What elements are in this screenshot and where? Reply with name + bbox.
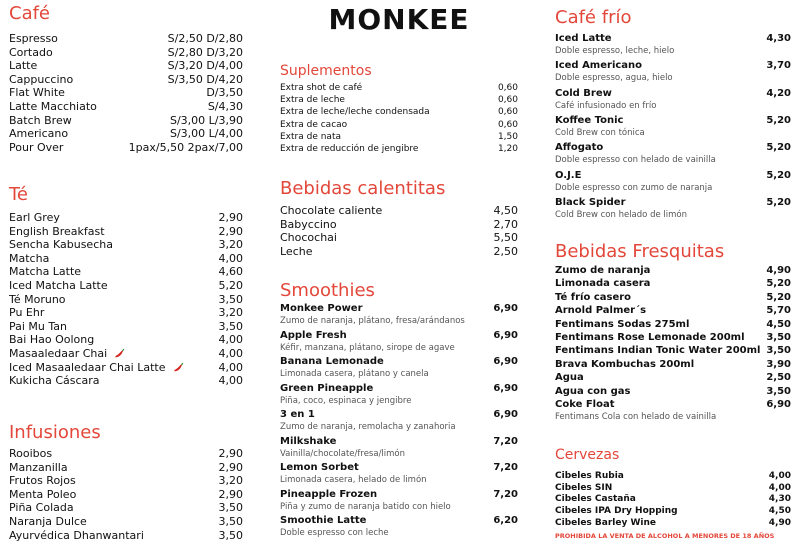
menu-item-name: 3 en 1 [280, 409, 315, 420]
menu-item-price: 5,20 [218, 279, 243, 292]
menu-item-price: 4,00 [218, 333, 243, 347]
menu-item [9, 474, 243, 487]
section-title-cervezas: Cervezas [555, 447, 620, 463]
menu-item [9, 293, 243, 306]
menu-item-price: 2,90 [218, 460, 243, 474]
menu-item-name: Koffee Tonic [555, 114, 624, 126]
menu-item-price: S/3,00 L/4,00 [169, 127, 243, 141]
menu-item [280, 231, 518, 244]
menu-item [280, 132, 518, 143]
menu-item [555, 265, 791, 277]
menu-item [280, 330, 518, 342]
section-title-fresquitas: Bebidas Fresquitas [555, 241, 725, 262]
menu-item-name: Fentimans Sodas 275ml [555, 318, 690, 330]
menu-item-name: Flat White [9, 86, 65, 100]
brand-logo: MONKEE [328, 3, 470, 36]
menu-item [280, 436, 518, 448]
menu-item-name: Bai Hao Oolong [9, 333, 95, 347]
menu-item-price: 4,30 [768, 494, 791, 505]
menu-item-price: 3,20 [218, 238, 243, 252]
menu-item-name: Cibeles IPA Dry Hopping [555, 506, 678, 517]
menu-item-price: S/2,50 D/2,80 [167, 32, 243, 45]
menu-item-price: 3,50 [218, 501, 243, 515]
menu-item [555, 197, 791, 209]
menu-item-price: D/3,50 [206, 86, 243, 100]
menu-item-name: Americano [9, 127, 69, 141]
menu-item [280, 383, 518, 395]
menu-item-price: 1,50 [497, 131, 518, 142]
menu-item-name: Iced Americano [555, 60, 643, 72]
section-title-suplementos: Suplementos [280, 63, 372, 79]
menu-item-price: S/4,30 [207, 100, 243, 113]
menu-item-price: 3,50 [218, 515, 243, 528]
menu-item-description: Limonada casera, helado de limón [280, 475, 427, 485]
menu-item-name: Apple Fresh [280, 329, 347, 341]
menu-item-name: Extra shot de café [280, 83, 363, 93]
menu-item-price: 0,60 [497, 107, 518, 118]
menu-item-name: Matcha Latte [9, 265, 82, 279]
menu-item-price: 4,00 [218, 347, 243, 360]
menu-item [9, 46, 243, 59]
menu-item [280, 95, 518, 106]
menu-item-price: 4,00 [218, 251, 243, 265]
menu-item-name: Fentimans Indian Tonic Water 200ml [555, 345, 761, 357]
menu-item [280, 515, 518, 527]
menu-item [555, 292, 791, 304]
menu-item-price: 6,90 [493, 329, 518, 341]
menu-item [9, 252, 243, 265]
menu-item [9, 461, 243, 474]
menu-item-name: Earl Grey [9, 211, 60, 224]
menu-item-price: S/3,20 D/4,00 [167, 59, 243, 73]
menu-item [555, 278, 791, 290]
menu-item [555, 471, 791, 482]
menu-item-name: Chocolate caliente [280, 204, 383, 217]
menu-item-name: Iced Masaaledaar Chai Latte [9, 361, 184, 374]
chili-pepper-icon [113, 348, 125, 360]
menu-item-name: Pour Over [9, 140, 64, 154]
menu-item-name: Zumo de naranja [555, 265, 651, 276]
menu-item [555, 386, 791, 398]
menu-item-name: Pu Ehr [9, 306, 45, 320]
menu-item-price: 3,50 [218, 319, 243, 333]
menu-item [9, 265, 243, 278]
menu-item-name: Cibeles Rubia [555, 471, 624, 481]
menu-item-name: Iced Matcha Latte [9, 279, 108, 292]
section-title-infusiones: Infusiones [9, 422, 101, 443]
menu-item [280, 303, 518, 315]
menu-item-name: Extra de reducción de jengibre [280, 144, 419, 154]
menu-item-price: 4,00 [768, 482, 791, 493]
menu-item-name: Extra de nata [280, 131, 341, 142]
menu-item-price: 4,00 [768, 471, 791, 481]
menu-item-price: S/2,80 D/3,20 [167, 45, 243, 59]
menu-item [9, 225, 243, 238]
menu-item [9, 238, 243, 251]
menu-item-name: Extra de leche/leche condensada [280, 107, 430, 118]
menu-item-name: Rooibos [9, 447, 53, 460]
menu-item-name: Monkee Power [280, 303, 363, 314]
menu-item-price: 5,20 [766, 291, 791, 303]
menu-item-name: English Breakfast [9, 224, 105, 238]
menu-item [280, 489, 518, 501]
menu-item-description: Doble espresso, agua, hielo [555, 73, 673, 84]
menu-item-description: Kéfir, manzana, plátano, sirope de agave [280, 342, 455, 353]
menu-item-description: Cold Brew con helado de limón [555, 209, 687, 220]
menu-item [9, 32, 243, 45]
menu-item-price: 0,60 [497, 83, 518, 93]
menu-item-name: Babyccino [280, 217, 337, 231]
menu-item-name: Chocochai [280, 231, 337, 245]
menu-item-price: S/3,00 L/3,90 [169, 113, 243, 127]
menu-item [555, 319, 791, 331]
menu-item-price: 5,20 [766, 169, 791, 181]
menu-item-price: 1,20 [497, 144, 518, 154]
menu-item-price: 4,50 [493, 204, 518, 217]
menu-item [9, 59, 243, 72]
menu-item-price: 6,20 [493, 515, 518, 526]
menu-item [280, 462, 518, 474]
menu-item-description: Limonada casera, plátano y canela [280, 369, 429, 379]
menu-item-name: Té Moruno [9, 292, 66, 306]
menu-item-name: Batch Brew [9, 113, 72, 127]
menu-item-price: 4,50 [766, 318, 791, 330]
menu-item-price: 2,90 [218, 211, 243, 224]
menu-item [9, 515, 243, 528]
menu-item-price: 4,30 [766, 33, 791, 44]
section-title-smoothies: Smoothies [280, 280, 375, 301]
menu-item-price: 2,50 [766, 372, 791, 384]
menu-item [555, 399, 791, 411]
menu-item-price: 4,20 [766, 87, 791, 99]
menu-item-name: Piña Colada [9, 501, 74, 515]
menu-item-price: 2,90 [218, 487, 243, 501]
menu-item [555, 170, 791, 182]
menu-item [555, 506, 791, 517]
menu-item [9, 306, 243, 319]
menu-item-price: S/3,50 D/4,20 [167, 72, 243, 86]
menu-item-name: Matcha [9, 251, 50, 265]
menu-item-price: 5,20 [766, 278, 791, 290]
menu-item-price: 6,90 [766, 399, 791, 410]
menu-item-name: Cortado [9, 45, 53, 59]
menu-item [280, 356, 518, 368]
menu-item-description: Doble espresso con zumo de naranja [555, 182, 713, 193]
menu-item [555, 494, 791, 505]
menu-item-name: Iced Latte [555, 33, 612, 44]
menu-item-price: 4,90 [768, 517, 791, 528]
menu-item-price: 6,90 [493, 356, 518, 367]
menu-item-description: Piña, coco, espinaca y jengibre [280, 395, 412, 406]
menu-item [9, 73, 243, 86]
menu-item [9, 333, 243, 346]
menu-item [280, 144, 518, 155]
menu-item [9, 279, 243, 292]
menu-item-description: Cold Brew con tónica [555, 127, 645, 138]
menu-item-price: 4,90 [766, 265, 791, 276]
menu-item-price: 6,90 [493, 409, 518, 420]
menu-item-price: 5,70 [766, 305, 791, 317]
menu-item-price: 5,50 [493, 231, 518, 245]
menu-item [9, 114, 243, 127]
menu-item [9, 447, 243, 460]
menu-item-name: Agua [555, 372, 584, 384]
section-title-calentitas: Bebidas calentitas [280, 178, 446, 199]
menu-item-description: Zumo de naranja, remolacha y zanahoria [280, 422, 456, 432]
menu-item-price: 6,90 [493, 303, 518, 314]
menu-item-price: 2,70 [493, 217, 518, 231]
menu-item-price: 0,60 [497, 95, 518, 106]
menu-item-name: Cold Brew [555, 87, 612, 99]
menu-item [555, 33, 791, 45]
menu-item-price: 7,20 [493, 462, 518, 473]
section-title-te: Té [9, 184, 29, 205]
menu-item [9, 211, 243, 224]
menu-item-description: Zumo de naranja, plátano, fresa/arándanos [280, 316, 465, 326]
menu-item-price: 2,90 [218, 224, 243, 238]
menu-item-price: 7,20 [493, 488, 518, 500]
menu-item-price: 3,20 [218, 474, 243, 488]
menu-item-price: 4,50 [768, 506, 791, 517]
menu-item-name: Kukicha Cáscara [9, 374, 100, 388]
menu-item [555, 115, 791, 127]
menu-item-price: 3,50 [218, 292, 243, 306]
menu-item-name: Té frío casero [555, 291, 632, 303]
menu-item-name: Arnold Palmer´s [555, 305, 647, 317]
menu-item-name: Cibeles SIN [555, 482, 613, 493]
menu-item-price: 4,00 [218, 360, 243, 374]
menu-item-price: 3,50 [766, 385, 791, 397]
menu-item [555, 60, 791, 72]
menu-item-name: Milkshake [280, 435, 337, 447]
menu-item-price: 5,20 [766, 114, 791, 126]
menu-item [555, 142, 791, 154]
section-title-cafe: Café [9, 3, 51, 24]
menu-item [555, 345, 791, 357]
menu-item [280, 107, 518, 118]
menu-item-price: 3,50 [218, 528, 243, 542]
menu-item-name: Menta Poleo [9, 487, 77, 501]
menu-item-description: Doble espresso, leche, hielo [555, 46, 675, 56]
menu-item [9, 374, 243, 387]
menu-item-name: Extra de cacao [280, 119, 348, 130]
menu-item-price: 6,90 [493, 382, 518, 394]
menu-item [555, 518, 791, 529]
menu-item-name: Black Spider [555, 196, 626, 208]
menu-item [9, 488, 243, 501]
menu-item-name: Cibeles Castaña [555, 494, 636, 505]
menu-item-description: Fentimans Cola con helado de vainilla [555, 412, 717, 422]
menu-item [9, 529, 243, 542]
menu-item-name: O.J.E [555, 169, 582, 181]
menu-item-name: Manzanilla [9, 460, 68, 474]
menu-item [555, 332, 791, 344]
menu-item-name: Banana Lemonade [280, 356, 384, 367]
menu-item-description: Vainilla/chocolate/fresa/limón [280, 448, 406, 459]
menu-item-price: 4,00 [218, 374, 243, 388]
menu-item-name: Coke Float [555, 399, 615, 410]
menu-item-name: Espresso [9, 32, 58, 45]
menu-item-name: Pineapple Frozen [280, 488, 378, 500]
menu-item [555, 483, 791, 494]
menu-item-description: Café infusionado en frío [555, 100, 657, 111]
menu-item-name: Latte [9, 59, 38, 73]
menu-item-price: 2,50 [493, 244, 518, 258]
section-title-cafe-frio: Café frío [555, 7, 632, 28]
menu-item [555, 305, 791, 317]
menu-item [280, 204, 518, 217]
menu-item-name: Leche [280, 244, 313, 258]
menu-item [280, 218, 518, 231]
menu-item-description: Doble espresso con leche [280, 528, 389, 538]
menu-item-price: 7,20 [493, 435, 518, 447]
menu-item-name: Pai Mu Tan [9, 319, 68, 333]
menu-item-price: 5,20 [766, 196, 791, 208]
menu-item-name: Cibeles Barley Wine [555, 517, 656, 528]
menu-item [9, 501, 243, 514]
menu-item [9, 347, 243, 360]
menu-item [9, 361, 243, 374]
menu-item-price: 3,50 [766, 332, 791, 343]
menu-item-name: Frutos Rojos [9, 474, 76, 488]
menu-item-name: Smoothie Latte [280, 515, 367, 526]
menu-item [280, 120, 518, 131]
menu-item-name: Sencha Kabusecha [9, 238, 113, 252]
menu-item-name: Lemon Sorbet [280, 462, 359, 473]
menu-item-name: Latte Macchiato [9, 100, 97, 113]
chili-pepper-icon [172, 362, 184, 374]
menu-item-price: 3,90 [766, 358, 791, 370]
menu-item [9, 320, 243, 333]
menu-item [555, 372, 791, 384]
menu-item-price: 1pax/5,50 2pax/7,00 [128, 140, 243, 154]
menu-item-name: Ayurvédica Dhanwantari [9, 528, 144, 542]
menu-item [555, 359, 791, 371]
menu-item-price: 3,70 [766, 60, 791, 72]
menu-item-name: Naranja Dulce [9, 515, 87, 528]
menu-item [9, 100, 243, 113]
menu-item [9, 141, 243, 154]
menu-item-name: Cappuccino [9, 72, 74, 86]
menu-item [9, 127, 243, 140]
menu-item-description: Piña y zumo de naranja batido con hielo [280, 501, 451, 512]
menu-item-name: Masaaledaar Chai [9, 347, 125, 360]
menu-item [9, 86, 243, 99]
alcohol-notice: PROHIBIDA LA VENTA DE ALCOHOL A MENORES DE 18 AÑOS [555, 532, 775, 540]
menu-item [280, 409, 518, 421]
menu-item-name: Limonada casera [555, 278, 651, 290]
menu-item-description: Doble espresso con helado de vainilla [555, 155, 716, 166]
menu-item-name: Agua con gas [555, 385, 631, 397]
menu-item [555, 88, 791, 100]
menu-item-name: Extra de leche [280, 95, 345, 106]
menu-item-name: Brava Kombuchas 200ml [555, 358, 695, 370]
menu-item-price: 5,20 [766, 142, 791, 154]
menu-item-price: 0,60 [497, 119, 518, 130]
menu-item-price: 3,20 [218, 306, 243, 320]
menu-item [280, 245, 518, 258]
menu-item-name: Fentimans Rose Lemonade 200ml [555, 332, 745, 343]
menu-item-price: 3,50 [766, 345, 791, 357]
menu-item-name: Green Pineapple [280, 382, 374, 394]
menu-item-price: 4,60 [218, 265, 243, 279]
menu-item [280, 83, 518, 94]
menu-item-name: Affogato [555, 142, 604, 154]
menu-item-price: 2,90 [218, 447, 243, 460]
